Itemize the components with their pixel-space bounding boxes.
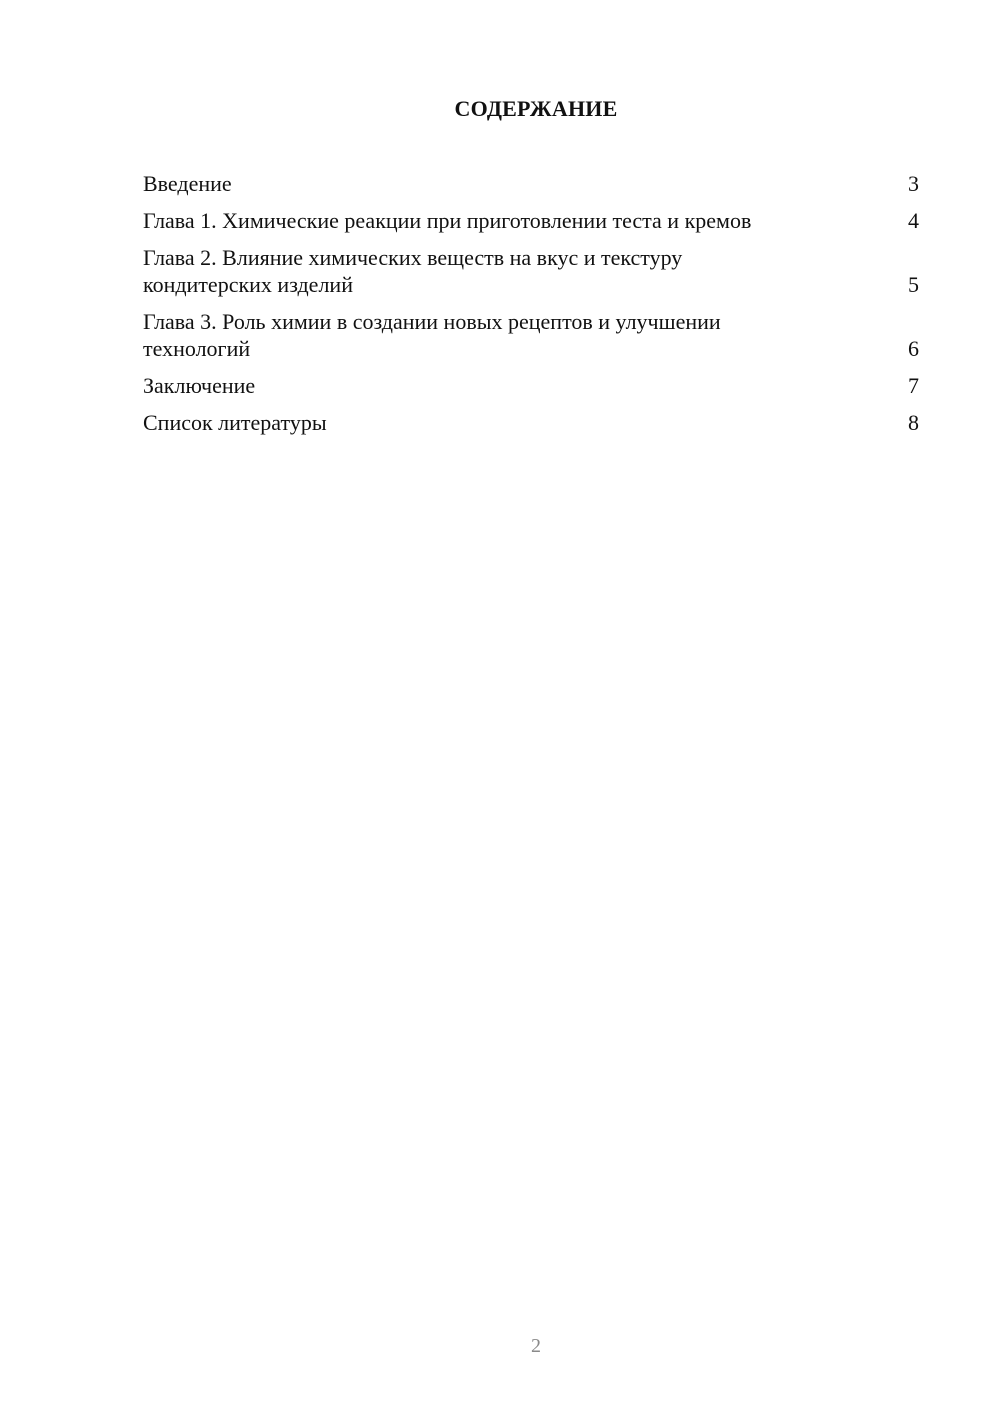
toc-entry-introduction (143, 170, 919, 197)
toc-entry-title: Глава 1. Химические реакции при приготовлении теста и кремов (143, 208, 752, 233)
toc-entry-title: Глава 2. Влияние химических веществ на вкус и текстуру кондитерских изделий (143, 245, 683, 297)
toc-entry-page: 6 (908, 336, 919, 361)
page-number: 2 (531, 1335, 541, 1357)
toc-entry-chapter-1 (143, 207, 919, 234)
toc-entry-page: 3 (908, 171, 919, 196)
toc-entry-page: 7 (908, 373, 919, 398)
toc-entry-chapter-2 (143, 244, 919, 298)
table-of-contents (143, 170, 919, 446)
toc-entry-page: 8 (908, 410, 919, 435)
toc-entry-title: Заключение (143, 373, 256, 398)
toc-entry-conclusion (143, 372, 919, 399)
toc-entry-title: Список литературы (143, 410, 327, 435)
page-title: СОДЕРЖАНИЕ (454, 96, 618, 121)
toc-entry-title: Глава 3. Роль химии в создании новых рецептов и улучшении технологий (143, 309, 721, 361)
toc-entry-references (143, 409, 919, 436)
toc-entry-page: 4 (908, 208, 919, 233)
toc-entry-chapter-3 (143, 308, 919, 362)
toc-entry-title: Введение (143, 171, 232, 196)
toc-entry-page: 5 (908, 272, 919, 297)
